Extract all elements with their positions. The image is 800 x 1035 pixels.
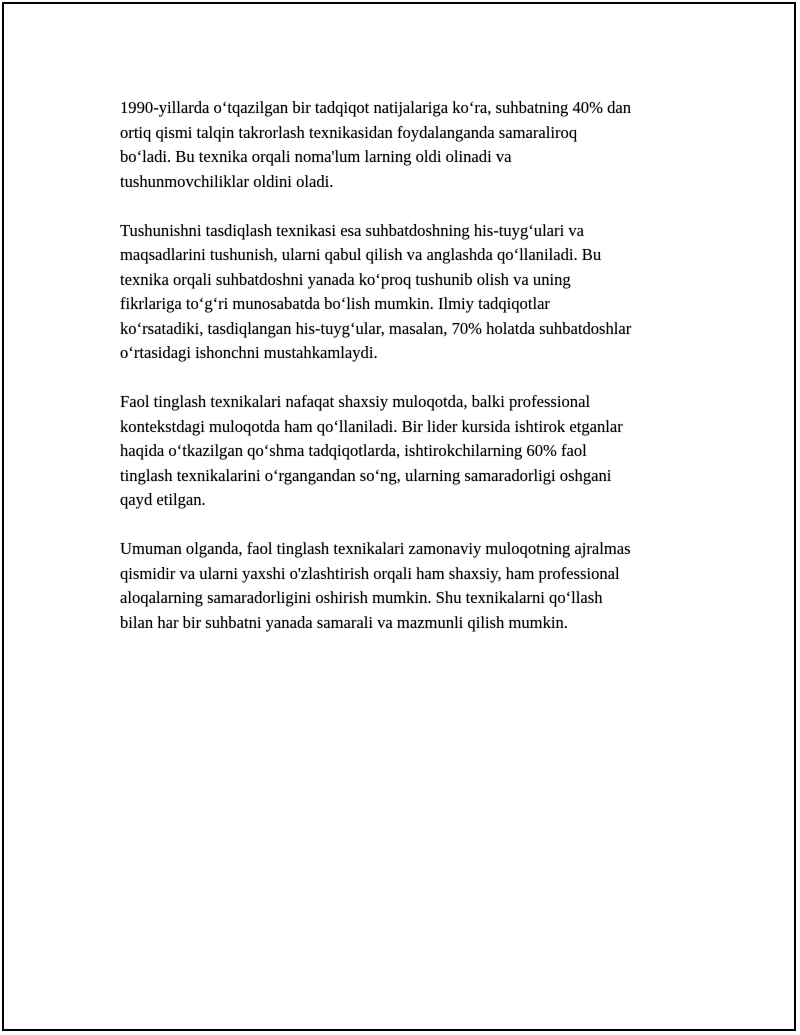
document-page bbox=[2, 2, 796, 1031]
paragraph-3: Faol tinglash texnikalari nafaqat shaxsiy muloqotda, balki professional kontekstdagi muloqotda ham qo‘llaniladi. Bir lider kursida ishtirok etganlar haqida o‘tkazilgan qo‘shma tadqiqotlarda, ishtirokchilarning 60% faol tinglash texnikalarini o‘rgangandan so‘ng, ularning samaradorligi oshgani qayd etilgan. bbox=[120, 392, 623, 509]
paragraph-4: Umuman olganda, faol tinglash texnikalari zamonaviy muloqotning ajralmas qismidir va ularni yaxshi o'zlashtirish orqali ham shaxsiy, ham professional aloqalarning samaradorligini oshirish mumkin. Shu texnikalarni qo‘llash bilan har bir suhbatni yanada samarali va mazmunli qilish mumkin. bbox=[120, 539, 631, 632]
paragraph-1: 1990-yillarda o‘tqazilgan bir tadqiqot natijalariga ko‘ra, suhbatning 40% dan ortiq qismi talqin takrorlash texnikasidan foydalanganda samaraliroq bo‘ladi. Bu texnika orqali noma'lum larning oldi olinadi va tushunmovchiliklar oldini oladi. bbox=[120, 98, 632, 191]
document-body bbox=[120, 96, 700, 660]
paragraph-2: Tushunishni tasdiqlash texnikasi esa suhbatdoshning his-tuyg‘ulari va maqsadlarini tushunish, ularni qabul qilish va anglashda qo‘llaniladi. Bu texnika orqali suhbatdoshni yanada ko‘proq tushunib olish va uning fikrlariga to‘g‘ri munosabatda bo‘lish mumkin. Ilmiy tadqiqotlar ko‘rsatadiki, tasdiqlangan his-tuyg‘ular, masalan, 70% holatda suhbatdoshlar o‘rtasidagi ishonchni mustahkamlaydi. bbox=[120, 220, 632, 362]
